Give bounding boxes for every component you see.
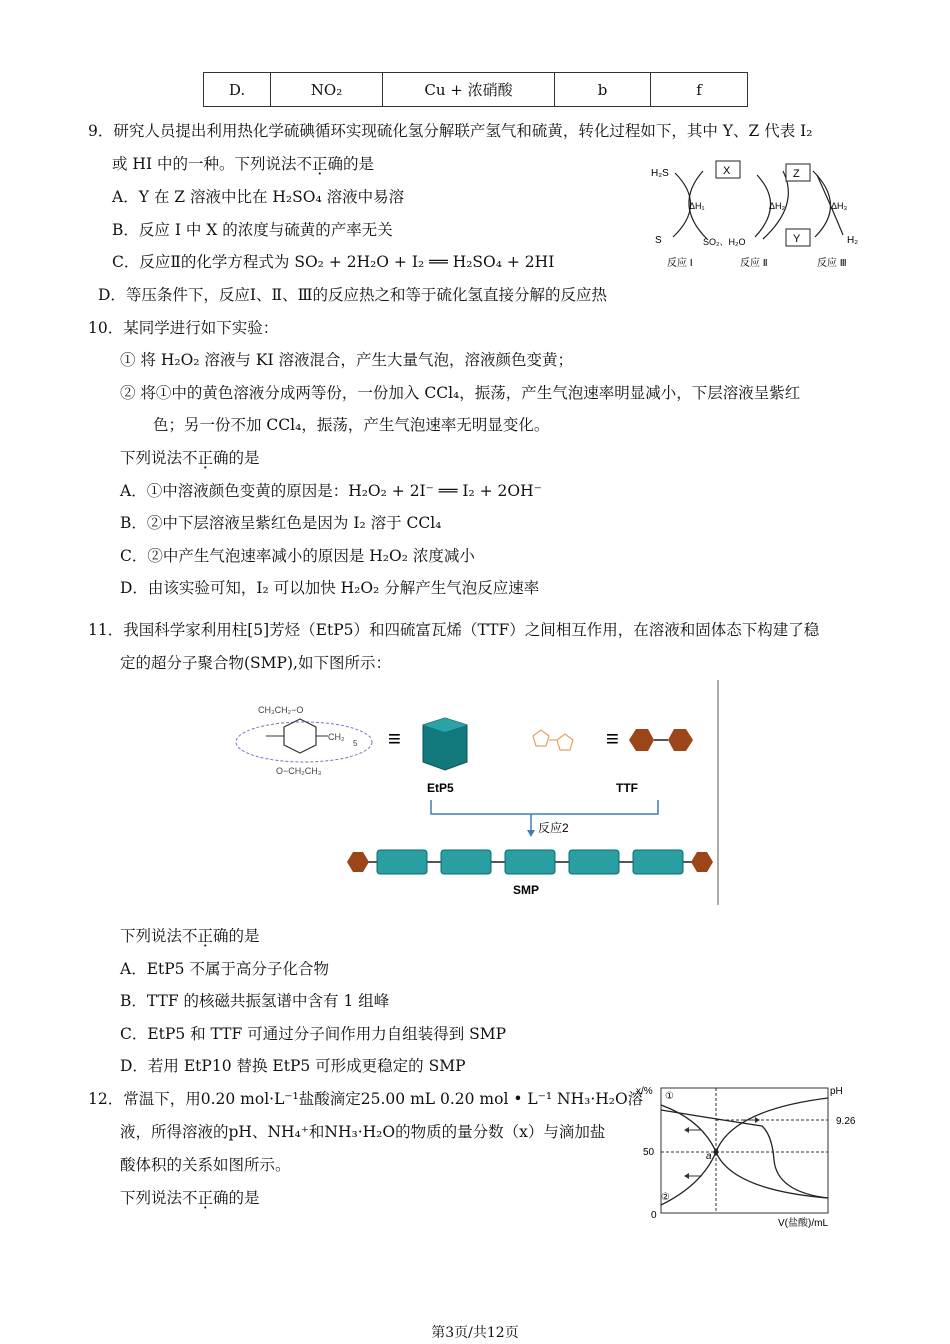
table-cell: D. [204, 73, 271, 107]
q12-stem-line1: 12．常温下，用0.20 mol·L⁻¹盐酸滴定25.00 mL 0.20 mol • L⁻¹ NH₃·H₂O溶 [88, 1090, 644, 1108]
point-a-label: a [706, 1151, 712, 1162]
table-cell: b [555, 73, 651, 107]
dh1-label: ΔH₁ [689, 201, 705, 211]
q9-option-c: C．反应Ⅱ的化学方程式为 SO₂ + 2H₂O + I₂ ══ H₂SO₄ + 2HI [112, 253, 555, 271]
q9-option-a: A．Y 在 Z 溶液中比在 H₂SO₄ 溶液中易溶 [112, 188, 405, 206]
q10-step2-line1: ② 将①中的黄色溶液分成两等份，一份加入 CCl₄，振荡，产生气泡速率明显减小，下层溶液呈紫红 [120, 384, 801, 402]
q11-ask: 下列说法不正确的是 [120, 927, 260, 945]
h2-label: H₂ [847, 235, 859, 246]
table-cell: f [651, 73, 748, 107]
q11-option-b: B．TTF 的核磁共振氢谱中含有 1 组峰 [120, 992, 390, 1010]
x-axis-label: V(盐酸)/mL [778, 1218, 828, 1229]
y-label: Y [793, 233, 801, 245]
q10-stem: 10．某同学进行如下实验： [88, 319, 279, 337]
q9-stem-line1: 9．研究人员提出利用热化学硫碘循环实现硫化氢分解联产氢气和硫黄，转化过程如下，其中 Y、Z 代表 I₂ [88, 122, 813, 140]
x-label: X [723, 165, 731, 177]
q9-cycle-diagram [645, 155, 865, 273]
etp5-n: 5 [353, 739, 358, 748]
ttf-label: TTF [616, 781, 638, 795]
s-label: S [655, 235, 662, 246]
y-0-label: 0 [651, 1210, 657, 1221]
q9-option-b: B．反应 I 中 X 的浓度与硫黄的产率无关 [112, 221, 393, 239]
q11-stem-line1: 11．我国科学家利用柱[5]芳烃（EtP5）和四硫富瓦烯（TTF）之间相互作用，在溶液和固体态下构建了稳 [88, 621, 820, 639]
curve2-label: ② [661, 1192, 670, 1203]
q10-step2-line2: 色；另一份不加 CCl₄，振荡，产生气泡速率无明显变化。 [153, 416, 550, 434]
etp5-ring-outline [236, 722, 372, 762]
benzene-ring-icon [284, 719, 316, 753]
q10-option-c: C．②中产生气泡速率减小的原因是 H₂O₂ 浓度减小 [120, 547, 475, 565]
q10-ask: 下列说法不正确的是 [120, 449, 260, 467]
smp-chain-icon [347, 850, 713, 874]
y-axis-left-label: x/% [636, 1086, 653, 1097]
etp5-ch2: CH₂ [328, 732, 345, 742]
y-50-label: 50 [643, 1147, 655, 1158]
q9-stem-line2: 或 HI 中的一种。下列说法不正确的是 [112, 155, 375, 173]
q11-option-a: A．EtP5 不属于高分子化合物 [120, 960, 329, 978]
q12-ask: 下列说法不正确的是 [120, 1189, 260, 1207]
table-cell: NO₂ [271, 73, 383, 107]
q12-stem-line2: 液，所得溶液的pH、NH₄⁺和NH₃·H₂O的物质的量分数（x）与滴加盐 [120, 1123, 606, 1141]
reaction2-label: 反应2 [538, 821, 569, 835]
etp5-bottom-group: O−CH₂CH₃ [276, 766, 322, 776]
graph-frame [661, 1088, 828, 1213]
smp-label: SMP [513, 883, 540, 897]
q10-option-b: B．②中下层溶液呈紫红色是因为 I₂ 溶于 CCl₄ [120, 514, 442, 532]
table-row [204, 73, 748, 107]
reaction1-label: 反应 Ⅰ [667, 258, 693, 269]
curve1-label: ① [665, 1091, 674, 1102]
h2s-label: H₂S [651, 168, 669, 179]
etp5-top-group: CH₃CH₂−O [258, 705, 304, 715]
table-cell: Cu + 浓硝酸 [383, 73, 555, 107]
ttf-structure-icon [533, 730, 573, 750]
q12-titration-graph [632, 1080, 872, 1230]
dh3-label: ΔH₃ [831, 201, 848, 211]
z-label: Z [793, 168, 800, 180]
q11-option-d: D．若用 EtP10 替换 EtP5 可形成更稳定的 SMP [120, 1057, 466, 1075]
reaction2-label: 反应 Ⅱ [740, 258, 768, 269]
options-table [203, 72, 748, 107]
reaction3-label: 反应 Ⅲ [817, 258, 847, 269]
equiv-sign-2: ≡ [606, 726, 619, 751]
q12-stem-line3: 酸体积的关系如图所示。 [120, 1156, 291, 1174]
q10-step1: ① 将 H₂O₂ 溶液与 KI 溶液混合，产生大量气泡，溶液颜色变黄； [120, 351, 573, 369]
y-axis-right-label: pH [830, 1086, 843, 1097]
q11-stem-line2: 定的超分子聚合物(SMP),如下图所示： [120, 654, 391, 672]
so2-label: SO₂、H₂O [703, 237, 746, 247]
q10-option-a: A．①中溶液颜色变黄的原因是：H₂O₂ + 2I⁻ ══ I₂ + 2OH⁻ [120, 482, 542, 500]
dh2-label: ΔH₂ [769, 201, 786, 211]
equiv-sign-1: ≡ [388, 726, 401, 751]
ph-926-label: 9.26 [836, 1116, 856, 1127]
q11-option-c: C．EtP5 和 TTF 可通过分子间作用力自组装得到 SMP [120, 1025, 507, 1043]
q9-option-d: D．等压条件下，反应Ⅰ、Ⅱ、Ⅲ的反应热之和等于硫化氢直接分解的反应热 [98, 286, 608, 304]
ph-curve [661, 1110, 828, 1198]
ttf-model-icon [629, 729, 693, 751]
etp5-label: EtP5 [427, 781, 454, 795]
q10-option-d: D．由该实验可知，I₂ 可以加快 H₂O₂ 分解产生气泡反应速率 [120, 579, 540, 597]
q11-smp-figure [232, 680, 722, 905]
page-footer: 第3页/共12页 [431, 1325, 519, 1341]
